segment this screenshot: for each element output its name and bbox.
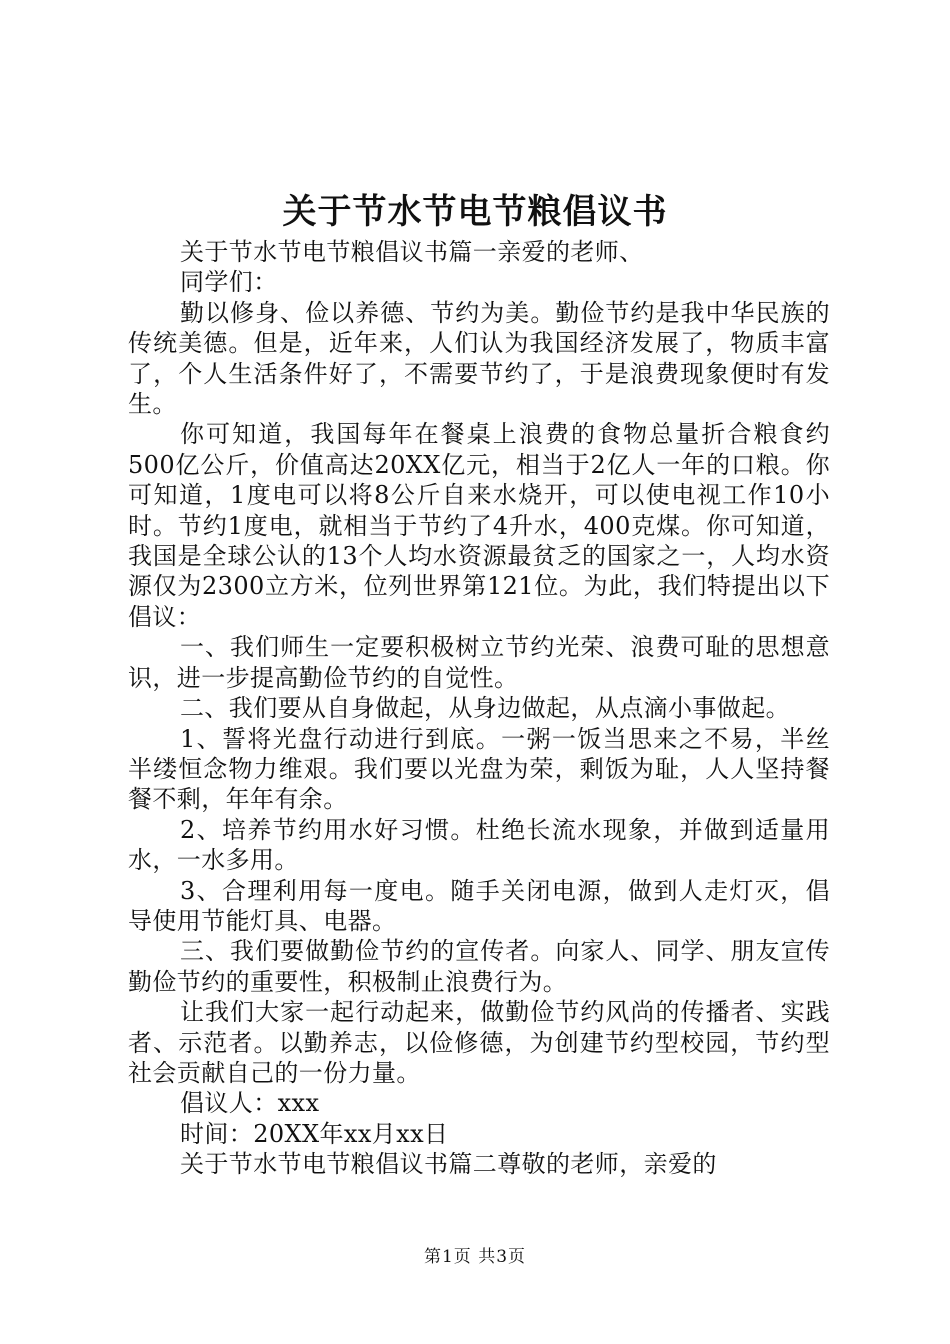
paragraph-facts: 你可知道，我国每年在餐桌上浪费的食物总量折合粮食约500亿公斤，价值高达20XX亿元，相当于2亿人一年的口粮。你可知道，1度电可以将8公斤自来水烧开，可以使电视工作10小时。节约1度电，就相当于节约了4升水，400克煤。你可知道，我国是全球公认的13个人均水资源最贫乏的国家之一，人均水资源仅为2300立方米，位列世界第121位。为此，我们特提出以下倡议： xyxy=(128,420,830,631)
paragraph-item-1: 1、誓将光盘行动进行到底。一粥一饭当思来之不易，半丝半缕恒念物力维艰。我们要以光盘为荣，剩饭为耻，人人坚持餐餐不剩，年年有余。 xyxy=(128,724,830,814)
paragraph-virtue: 勤以修身、俭以养德、节约为美。勤俭节约是我中华民族的传统美德。但是，近年来，人们认为我国经济发展了，物质丰富了，个人生活条件好了，不需要节约了，于是浪费现象便时有发生。 xyxy=(128,298,830,419)
paragraph-proposal-3: 三、我们要做勤俭节约的宣传者。向家人、同学、朋友宣传勤俭节约的重要性，积极制止浪费行为。 xyxy=(128,937,830,996)
document-body xyxy=(128,237,830,1180)
paragraph-date: 时间：20XX年xx月xx日 xyxy=(180,1119,449,1148)
paragraph-proposal-1: 一、我们师生一定要积极树立节约光荣、浪费可耻的思想意识，进一步提高勤俭节约的自觉性。 xyxy=(128,633,830,692)
paragraph-item-2: 2、培养节约用水好习惯。杜绝长流水现象，并做到适量用水，一水多用。 xyxy=(128,815,830,875)
document-title: 关于节水节电节粮倡议书 xyxy=(282,192,668,232)
page-number-footer: 第1页 共3页 xyxy=(423,1247,527,1267)
paragraph-intro-heading: 关于节水节电节粮倡议书篇一亲爱的老师、 xyxy=(180,238,644,266)
paragraph-item-3: 3、合理利用每一度电。随手关闭电源，做到人走灯灭，倡导使用节能灯具、电器。 xyxy=(128,876,830,935)
paragraph-second-heading: 关于节水节电节粮倡议书篇二尊敬的老师，亲爱的 xyxy=(180,1150,717,1179)
paragraph-salutation: 同学们： xyxy=(180,268,278,297)
paragraph-call-to-action: 让我们大家一起行动起来，做勤俭节约风尚的传播者、实践者、示范者。以勤养志，以俭修德，为创建节约型校园，节约型社会贡献自己的一份力量。 xyxy=(128,998,830,1087)
paragraph-signatory: 倡议人：xxx xyxy=(180,1089,320,1118)
paragraph-proposal-2: 二、我们要从自身做起，从身边做起，从点滴小事做起。 xyxy=(180,694,790,723)
